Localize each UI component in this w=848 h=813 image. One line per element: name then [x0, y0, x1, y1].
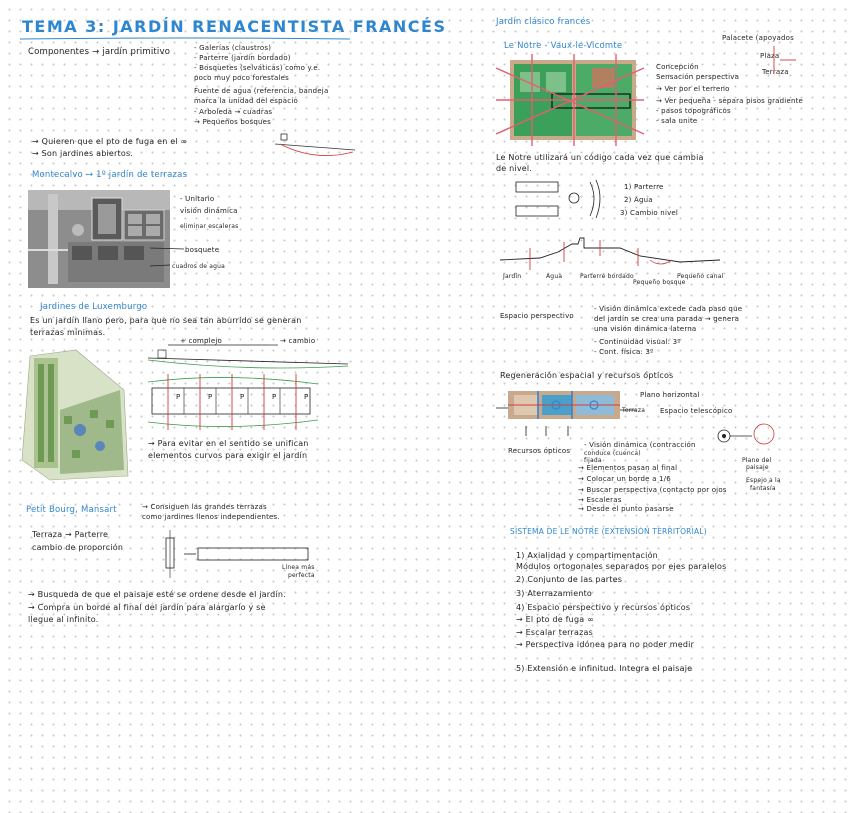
plan-note: Concepción	[656, 63, 699, 71]
mansart-heading: Petit Bourg, Mansart	[26, 505, 117, 515]
plan-note: → Ver pequeña - separa pisos gradiente	[656, 97, 804, 105]
pointer-lines	[150, 240, 190, 270]
espacio-line: - Continuidad visual: 3º	[594, 338, 681, 346]
recursos-line: → Escaleras	[578, 496, 622, 504]
sketch-label: perfecta	[288, 572, 315, 579]
grid-cell: P	[208, 393, 213, 401]
components-label: Componentes → jardín primitivo	[28, 47, 171, 57]
luxemburgo-note: → Para evitar en el sentido se unifican	[148, 439, 309, 448]
sistema-item: 1) Axialidad y compartimentación	[516, 551, 658, 560]
legend-item: 3) Cambio nivel	[620, 209, 679, 217]
sistema-item: Módulos ortogonales separados por ejes paralelos	[516, 562, 727, 571]
section-label: Parterre bordado	[580, 273, 634, 280]
regenera-heading: Regeneración espacial y recursos ópticos	[500, 371, 674, 380]
sketch-label: → cambio	[280, 337, 316, 345]
title-underline	[20, 37, 350, 41]
code-legend-sketch	[510, 176, 610, 226]
luxemburgo-plan-image	[20, 350, 130, 482]
recursos-side: fantasía	[750, 485, 776, 492]
plan-note: → Ver por el terreno	[656, 85, 730, 93]
espacio-line: - Visión dinámica excede cada paso que	[594, 305, 743, 313]
montecalvo-item: visión dinámica	[180, 207, 238, 215]
section-label: Agua	[546, 273, 563, 280]
top-right-note: Palacete (apoyados	[722, 34, 795, 42]
plan-note: Sensación perspectiva	[656, 73, 740, 81]
recursos-side: Plano del	[742, 457, 772, 464]
recursos-line: conduce (cuenca)	[584, 450, 641, 457]
top-right-marks	[770, 40, 800, 80]
note-line: → Quieren que el pto de fuga en el ∞	[32, 137, 188, 146]
mansart-text: cambio de proporción	[32, 543, 124, 552]
note-line: → Son jardines abiertos.	[32, 149, 134, 158]
recursos-line: → Buscar perspectiva (contacto por ojos	[578, 486, 727, 494]
list-item: marca la unidad del espacio	[194, 97, 298, 105]
regen-label: Espacio telescópico	[660, 407, 733, 415]
code-text: de nivel.	[496, 164, 533, 173]
montecalvo-item: - Unitario	[180, 195, 215, 203]
montecalvo-item: cuadros de agua	[172, 263, 225, 270]
recursos-line: → Elementos pasan al final	[578, 464, 678, 472]
list-item: poco muy poco forestales	[194, 74, 289, 82]
legend-item: 2) Agua	[624, 196, 653, 204]
espacio-line: del jardín se crea una parada → genera	[594, 315, 740, 323]
perspective-sketch	[275, 132, 355, 167]
list-item: - Galerías (claustros)	[194, 44, 272, 52]
sistema-heading: SISTEMA DE LE NOTRE (EXTENSIÓN TERRITORIAL)	[510, 527, 707, 536]
grid-cell: P	[176, 393, 181, 401]
mansart-note: → Busqueda de que el paisaje esté se ordene desde el jardín.	[28, 590, 286, 599]
espacio-line: una visión dinámica laterna	[594, 325, 697, 333]
list-item: Fuente de agua (referencia, bandeja	[194, 87, 329, 95]
luxemburgo-text: terrazas mínimas.	[30, 328, 106, 337]
luxemburgo-text: Es un jardín llano pero, para que no sea tan aburrido se generan	[30, 316, 302, 325]
recursos-line: → Colocar un borde a 1/6	[578, 475, 671, 483]
grid-cell: P	[240, 393, 245, 401]
telescopic-arrows	[496, 400, 636, 440]
grid-cell: P	[272, 393, 277, 401]
list-item: - Arboleda → cuadras	[194, 108, 273, 116]
montecalvo-item: eliminar escaleras	[180, 223, 239, 230]
sistema-item: 2) Conjunto de las partes	[516, 575, 623, 584]
list-item: - Parterre (jardín bordado)	[194, 54, 291, 62]
list-item: → Pequeños bosques	[194, 118, 271, 126]
top-right-note: Plaza	[760, 52, 780, 60]
regen-label: Terraza	[622, 407, 646, 414]
vaux-plan-image	[496, 54, 644, 146]
sistema-item: → Escalar terrazas	[516, 628, 593, 637]
recursos-side: Espejo a la	[746, 477, 781, 484]
montecalvo-plan-image	[28, 190, 170, 288]
recursos-label: Recursos ópticos	[508, 447, 571, 455]
sketch-label: Línea más	[282, 564, 315, 571]
luxemburgo-note: elementos curvos para exigir el jardín	[148, 451, 308, 460]
montecalvo-heading: Montecalvo → 1º jardín de terrazas	[32, 170, 188, 180]
mansart-side: como jardines llenos independientes.	[142, 513, 280, 521]
espacio-label: Espacio perspectivo	[500, 312, 574, 320]
mansart-side: → Consiguen las grandes terrazas	[142, 503, 267, 511]
espacio-line: - Cont. física: 3º	[594, 348, 654, 356]
montecalvo-item: bosquete	[185, 246, 220, 254]
code-text: Le Notre utilizará un código cada vez que cambia	[496, 153, 704, 162]
regen-label: Plano horizontal	[640, 391, 700, 399]
plan-note: - pasos topográficos	[656, 107, 731, 115]
legend-item: 1) Parterre	[624, 183, 664, 191]
sistema-item: 4) Espacio perspectivo y recursos ópticos	[516, 603, 691, 612]
recursos-line: fijada	[584, 457, 602, 464]
recursos-line: → Desde el punto pasarse	[578, 505, 674, 513]
list-item: - Bosquetes (selváticas) como y.e.	[194, 64, 321, 72]
sistema-item: → Perspectiva idónea para no poder medir	[516, 640, 695, 649]
right-subtitle: Le Notre - Vaux-le-Vicomte	[504, 41, 623, 51]
right-title: Jardín clásico francés	[496, 17, 591, 27]
sistema-item: 3) Aterrazamiento	[516, 589, 593, 598]
sistema-item: 5) Extensión e infinitud. Integra el paisaje	[516, 664, 693, 673]
recursos-side: paisaje	[746, 464, 769, 471]
luxemburgo-heading: Jardines de Luxemburgo	[40, 302, 148, 312]
grid-cell: P	[304, 393, 309, 401]
section-label: Pequeño canal	[677, 273, 724, 280]
page-title: TEMA 3: JARDÍN RENACENTISTA FRANCÉS	[22, 17, 447, 36]
sistema-item: → El pto de fuga ∞	[516, 615, 594, 624]
plan-note: - sala unite	[656, 117, 698, 125]
mansart-note: llegue al infinito.	[28, 615, 99, 624]
section-label: Jardín	[503, 273, 522, 280]
eye-sketch	[712, 420, 782, 454]
section-label: Pequeño bosque	[633, 279, 686, 286]
recursos-line: - Visión dinámica (contracción	[584, 441, 696, 449]
top-right-note: Terraza	[762, 68, 789, 76]
mansart-note: → Compra un borde al final del jardín para alargarlo y se	[28, 603, 266, 612]
sketch-label: + complejo	[180, 337, 222, 345]
mansart-text: Terraza → Parterre	[32, 530, 109, 539]
